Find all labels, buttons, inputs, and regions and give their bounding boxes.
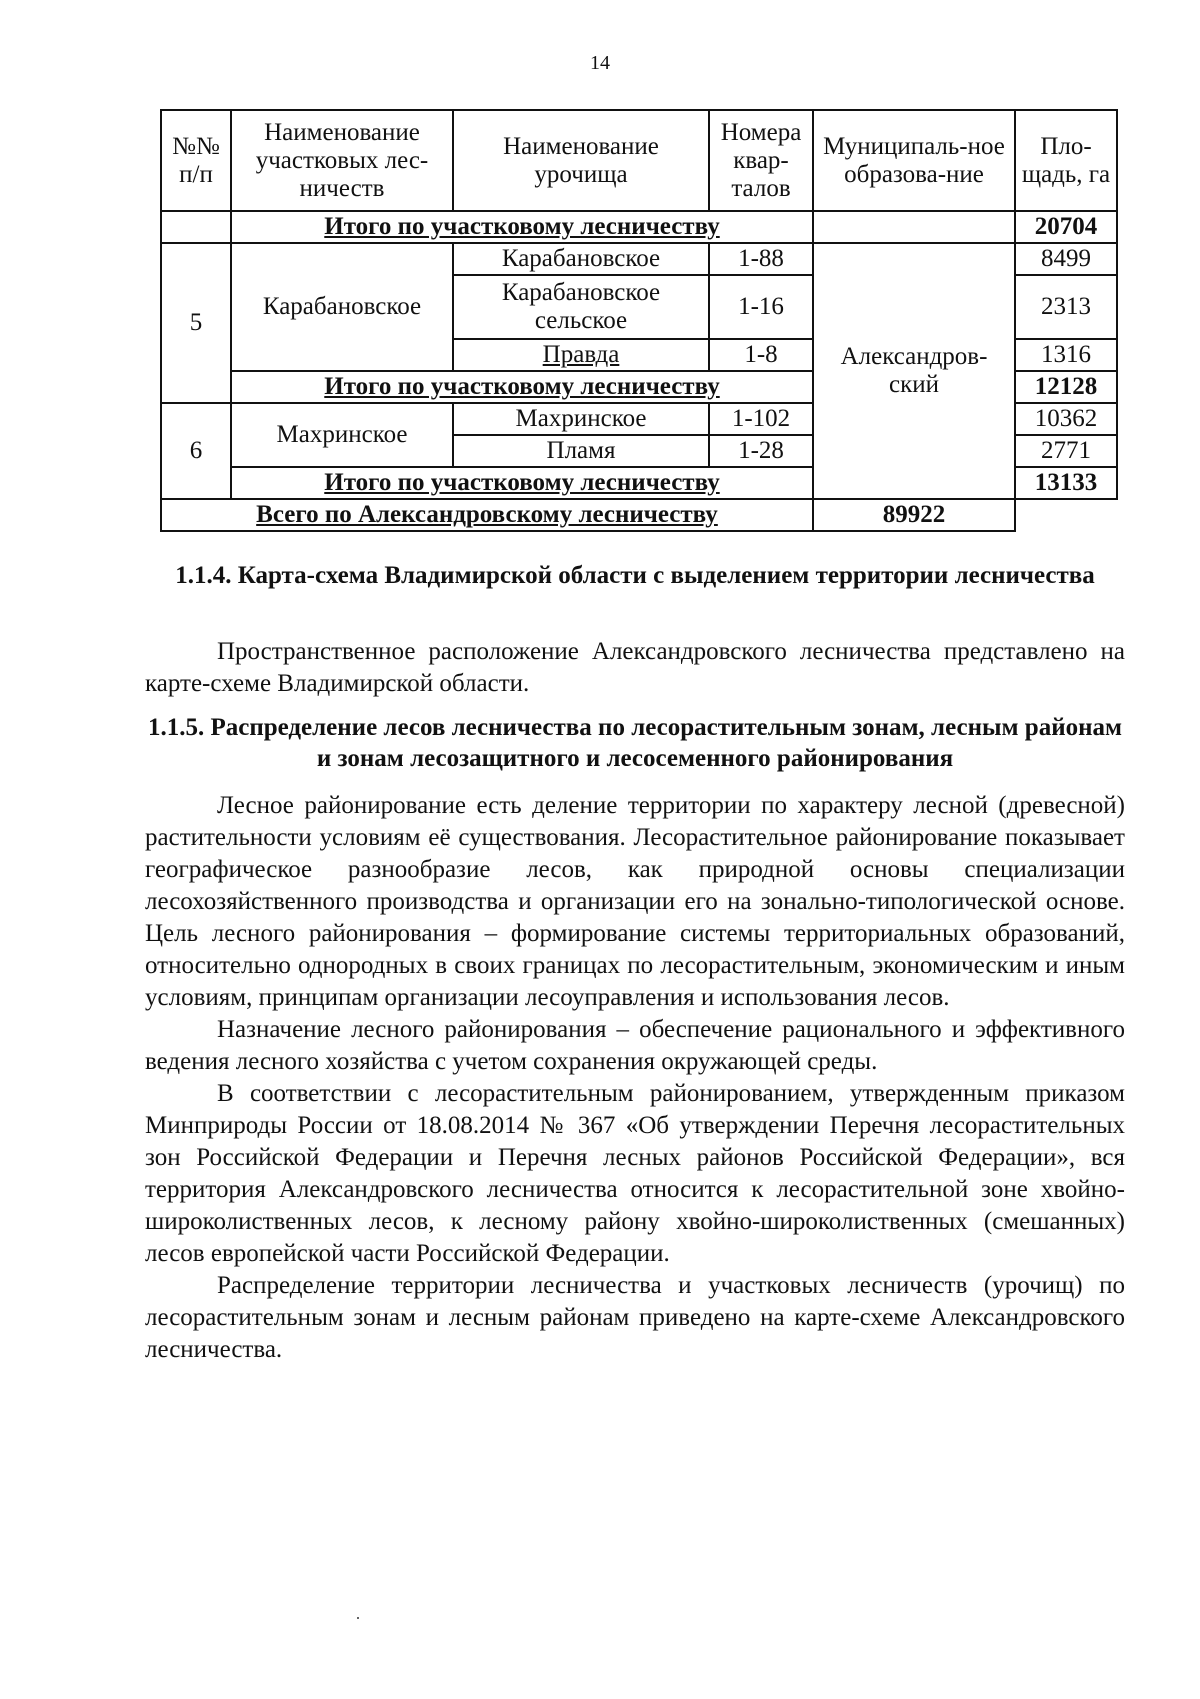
header-quarters: Номера квар-талов [709,110,813,211]
area: 1316 [1015,339,1117,371]
group-num: 6 [161,403,231,499]
header-num: №№ п/п [161,110,231,211]
section-115-heading: 1.1.5. Распределение лесов лесничества по лесорастительным зонам, лесным районам и зонам лесозащитного и лесосеменного районирования [147,714,1123,772]
header-area: Пло-щадь, га [1015,110,1117,211]
quarters: 1-102 [709,403,813,435]
paragraph: Назначение лесного районирования – обеспечение рационального и эффективного ведения лесного хозяйства с учетом сохранения окружающей среды. [145,1016,1125,1075]
area: 8499 [1015,243,1117,275]
table-header-row [161,110,1117,211]
group-num: 5 [161,243,231,403]
section-115-body [145,790,1125,1366]
quarters: 1-16 [709,275,813,339]
scan-dot [357,1617,359,1619]
total-label: Итого по участковому лесничеству [231,467,813,499]
tract-name: Правда [453,339,709,371]
total-area: 20704 [1015,211,1117,243]
quarters: 1-88 [709,243,813,275]
forestry-name: Махринское [231,403,453,467]
table-row [161,243,1117,275]
tract-name: Пламя [453,435,709,467]
area: 10362 [1015,403,1117,435]
grand-total-label: Всего по Александровскому лесничеству [161,499,813,531]
header-tract: Наименование урочища [453,110,709,211]
total-area: 12128 [1015,371,1117,403]
municipality-name: Александров-ский [813,243,1015,499]
quarters: 1-28 [709,435,813,467]
forestry-name: Карабановское [231,243,453,371]
tract-name: Карабановское [453,243,709,275]
table-row [161,211,1117,243]
total-area: 13133 [1015,467,1117,499]
area: 2771 [1015,435,1117,467]
tract-name: Махринское [453,403,709,435]
tract-name: Карабановское сельское [453,275,709,339]
table-row [161,499,1117,531]
paragraph: Пространственное расположение Александровского лесничества представлено на карте-схеме Владимирской области. [145,638,1125,697]
page-number: 14 [590,52,610,74]
forestry-table [160,109,1118,532]
paragraph: В соответствии с лесорастительным районированием, утвержденным приказом Минприроды России от 18.08.2014 № 367 «Об утверждении Перечня лесорастительных зон Российской Федерации и Перечня лесных районов Российской Федерации», вся территория Александровского лесничества относится к лесорастительной зоне хвойно-широколиственных лесов, к лесному району хвойно-широколиственных (смешанных) лесов европейской части Российской Федерации. [145,1080,1125,1267]
paragraph: Лесное районирование есть деление территории по характеру лесной (древесной) растительности условиям её существования. Лесорастительное районирование показывает географическое разнообразие лесов, как природной основы специализации лесохозяйственного производства и организации его на зонально-типологической основе. Цель лесного районирования – формирование системы территориальных образований, относительно однородных в своих границах по лесорастительным, экономическим и иным условиям, принципам организации лесоуправления и использования лесов. [145,792,1125,1011]
total-label: Итого по участковому лесничеству [231,211,813,243]
section-114-heading: 1.1.4. Карта-схема Владимирской области с выделением территории лесничества [175,562,1095,589]
quarters: 1-8 [709,339,813,371]
header-forestry: Наименование участковых лес-ничеств [231,110,453,211]
paragraph: Распределение территории лесничества и участковых лесничеств (урочищ) по лесорастительным зонам и лесным районам приведено на карте-схеме Александровского лесничества. [145,1272,1125,1363]
area: 2313 [1015,275,1117,339]
total-label: Итого по участковому лесничеству [231,371,813,403]
grand-total-area: 89922 [813,499,1015,531]
header-municipality: Муниципаль-ное образова-ние [813,110,1015,211]
section-114-body [145,636,1125,700]
